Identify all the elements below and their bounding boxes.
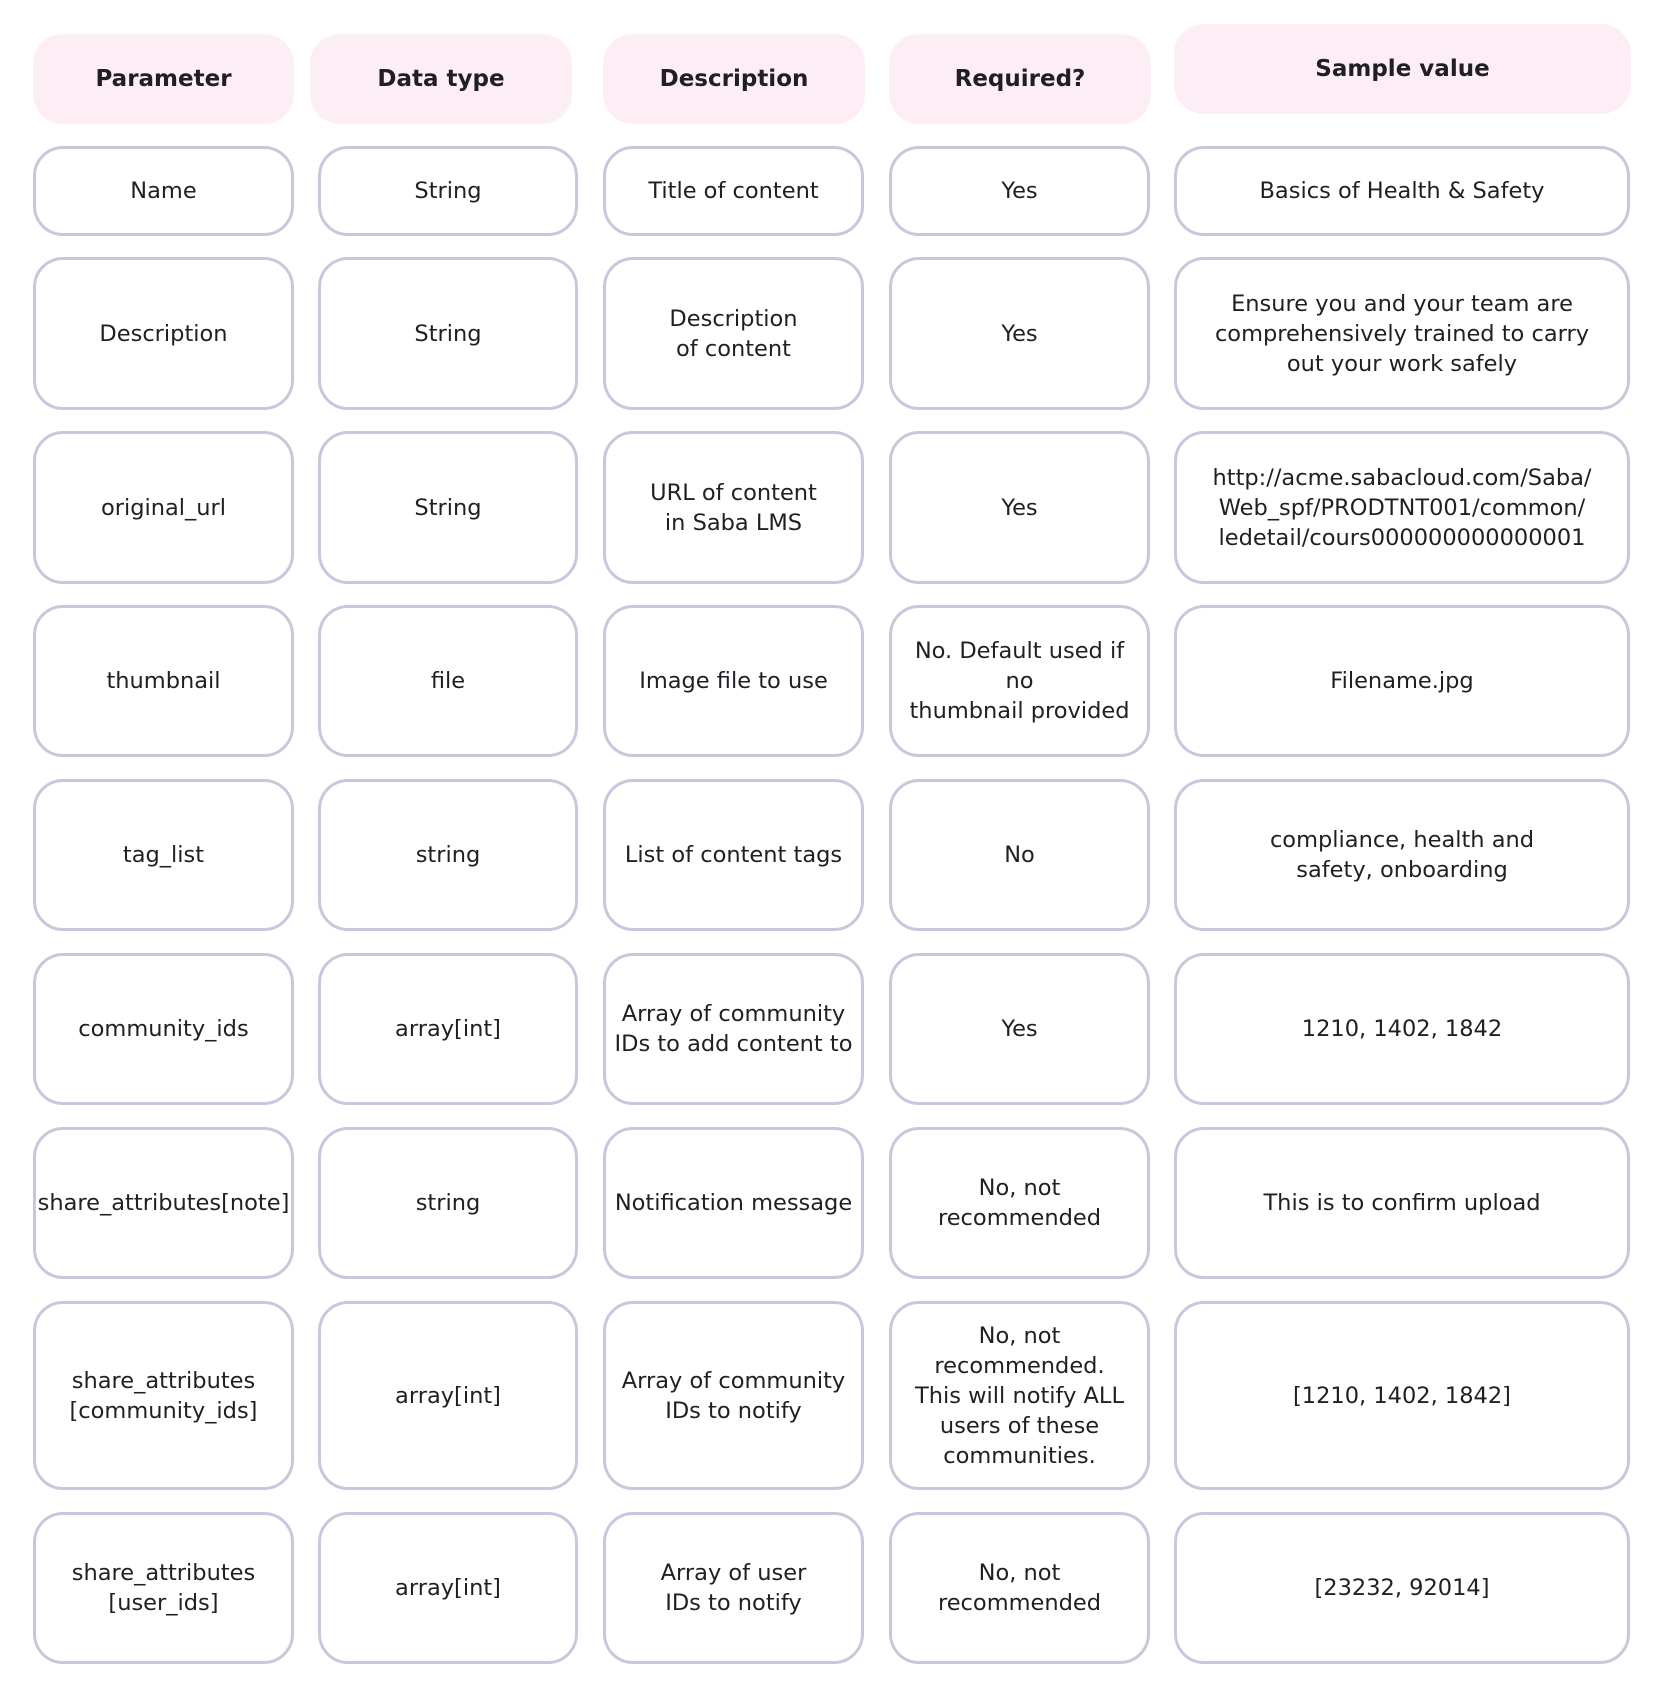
header-sample-value: Sample value (1174, 24, 1631, 114)
cell-sample-value: http://acme.sabacloud.com/Saba/ Web_spf/PRODTNT001/common/ ledetail/cours000000000000001 (1174, 431, 1630, 584)
cell-data-type: string (318, 1127, 578, 1279)
cell-description: Array of community IDs to notify (603, 1301, 864, 1490)
cell-description: Image file to use (603, 605, 864, 757)
header-parameter: Parameter (33, 34, 294, 124)
cell-data-type: array[int] (318, 953, 578, 1105)
cell-data-type: file (318, 605, 578, 757)
cell-data-type: String (318, 257, 578, 410)
cell-required: No. Default used if no thumbnail provided (889, 605, 1150, 757)
header-data-type: Data type (310, 34, 572, 124)
cell-sample-value: Ensure you and your team are comprehensively trained to carry out your work safely (1174, 257, 1630, 410)
cell-sample-value: Filename.jpg (1174, 605, 1630, 757)
cell-parameter: original_url (33, 431, 294, 584)
cell-description: Array of community IDs to add content to (603, 953, 864, 1105)
cell-sample-value: 1210, 1402, 1842 (1174, 953, 1630, 1105)
cell-required: Yes (889, 146, 1150, 236)
cell-required: Yes (889, 257, 1150, 410)
cell-data-type: String (318, 146, 578, 236)
cell-required: No (889, 779, 1150, 931)
cell-parameter: Description (33, 257, 294, 410)
cell-description: List of content tags (603, 779, 864, 931)
cell-parameter: share_attributes [community_ids] (33, 1301, 294, 1490)
cell-parameter: share_attributes [user_ids] (33, 1512, 294, 1664)
cell-parameter: tag_list (33, 779, 294, 931)
cell-required: No, not recommended (889, 1512, 1150, 1664)
cell-description: Array of user IDs to notify (603, 1512, 864, 1664)
cell-sample-value: [23232, 92014] (1174, 1512, 1630, 1664)
cell-parameter: share_attributes[note] (33, 1127, 294, 1279)
cell-description: Description of content (603, 257, 864, 410)
cell-sample-value: compliance, health and safety, onboarding (1174, 779, 1630, 931)
header-description: Description (603, 34, 865, 124)
cell-sample-value: This is to confirm upload (1174, 1127, 1630, 1279)
cell-description: URL of content in Saba LMS (603, 431, 864, 584)
cell-required: Yes (889, 953, 1150, 1105)
cell-data-type: array[int] (318, 1301, 578, 1490)
cell-data-type: String (318, 431, 578, 584)
cell-sample-value: Basics of Health & Safety (1174, 146, 1630, 236)
cell-parameter: community_ids (33, 953, 294, 1105)
cell-parameter: Name (33, 146, 294, 236)
cell-parameter: thumbnail (33, 605, 294, 757)
cell-required: No, not recommended (889, 1127, 1150, 1279)
cell-required: No, not recommended. This will notify ALL users of these communities. (889, 1301, 1150, 1490)
cell-sample-value: [1210, 1402, 1842] (1174, 1301, 1630, 1490)
cell-description: Title of content (603, 146, 864, 236)
header-required: Required? (889, 34, 1151, 124)
cell-description: Notification message (603, 1127, 864, 1279)
cell-data-type: array[int] (318, 1512, 578, 1664)
cell-data-type: string (318, 779, 578, 931)
cell-required: Yes (889, 431, 1150, 584)
